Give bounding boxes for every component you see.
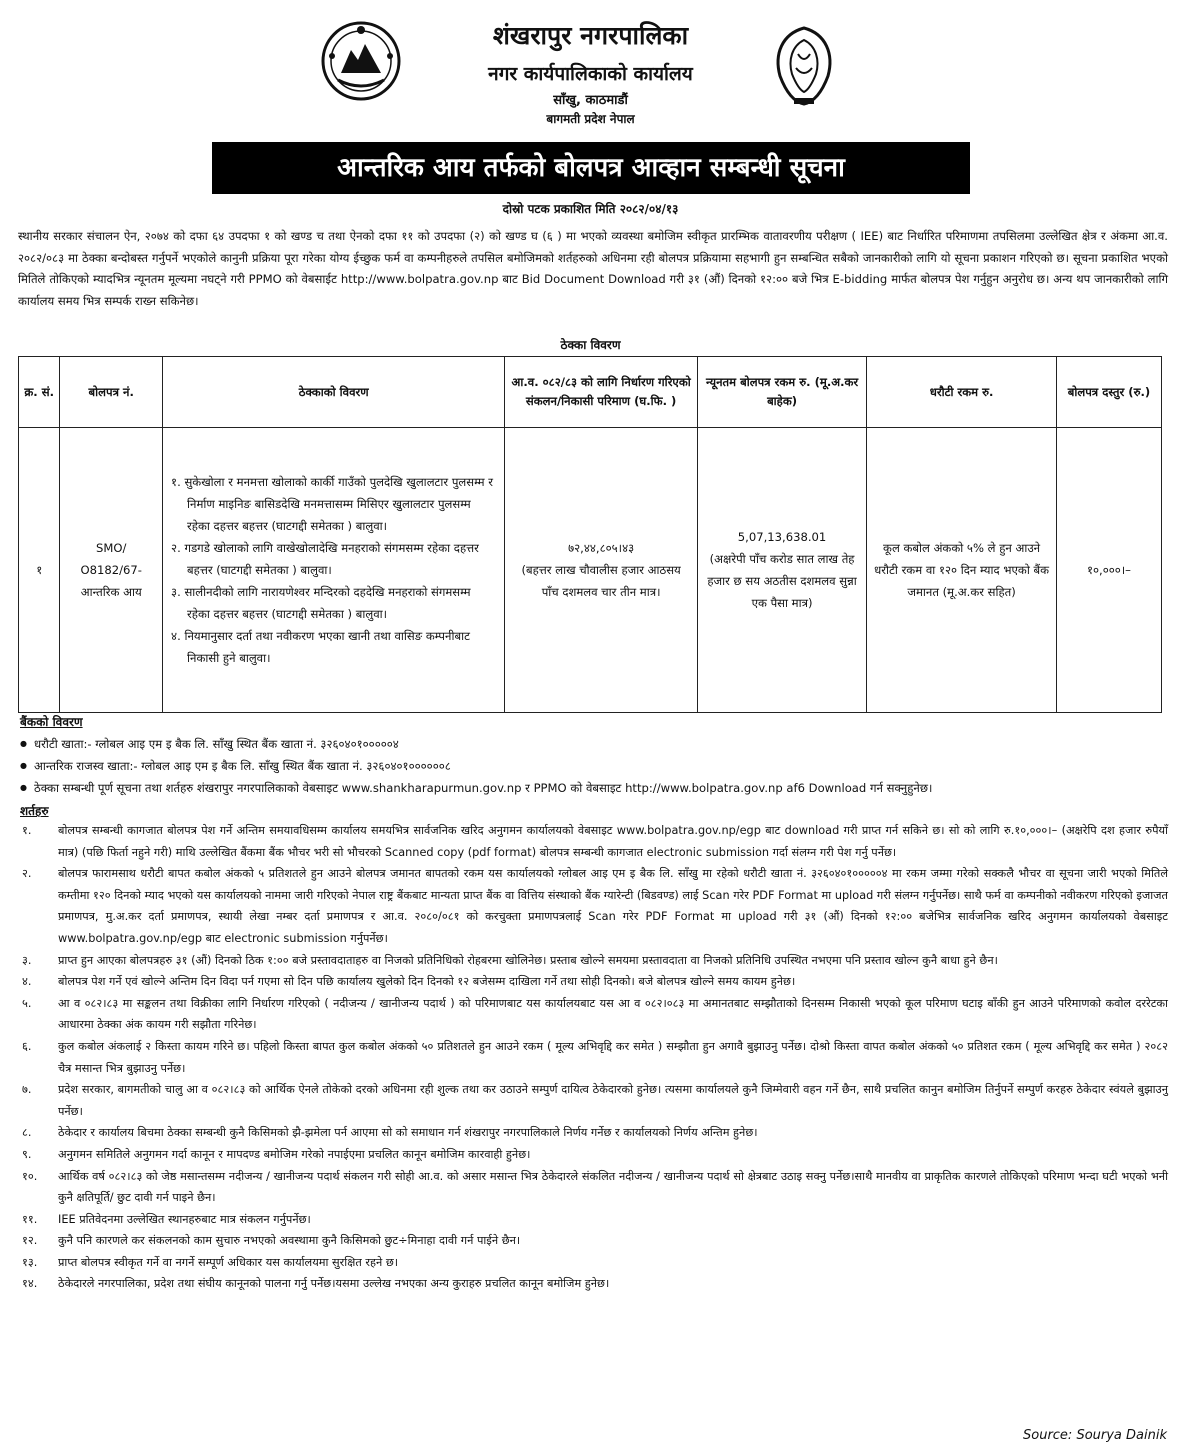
contract-table bbox=[18, 356, 1162, 713]
term-text: IEE प्रतिवेदनमा उल्लेखित स्थानहरुबाट मात्र संकलन गर्नुपर्नेछ। bbox=[58, 1212, 311, 1226]
header-sn: क्र. सं. bbox=[19, 357, 60, 428]
term-item bbox=[18, 1252, 1168, 1274]
term-item bbox=[18, 1273, 1168, 1295]
cell-description bbox=[163, 428, 505, 713]
term-item bbox=[18, 1122, 1168, 1144]
min-amount-words: (अक्षरेपी पाँच करोड सात लाख तेह हजार छ सय अठतीस दशमलव सुन्ना एक पैसा मात्र) bbox=[707, 552, 857, 610]
term-number: ११. bbox=[22, 1212, 38, 1226]
term-text: बोलपत्र सम्बन्धी कागजात बोलपत्र पेश गर्ने अन्तिम समयावधिसम्म कार्यालय समयभित्र सार्वजनिक खरिद अनुगमन कार्यालयको वेबसाइट www.bolpatra.gov.np/egp बाट download गरी प्राप्त गर्न सकिने छ। सो को लागि रु.१०,०००।– (अक्षरेपि दश हजार रुपैयाँ मात्र) (पछि फिर्ता नहुने गरी) माथि उल्लेखित बैंकमा बैंक भौचर भरी सो भौचरको Scanned copy (pdf format) बोलपत्र सम्बन्धी कागजात electronic submission गर्दा संलग्न गरी पेश गर्नु पर्नेछ। bbox=[58, 824, 1168, 859]
term-text: बोलपत्र पेश गर्ने एवं खोल्ने अन्तिम दिन विदा पर्न गएमा सो दिन पछि कार्यालय खुलेको दिन दिनको १२ बजेसम्म दाखिला गर्ने तथा सोही दिनको। बजे बोलपत्र खोल्ने समय कायम हुनेछ। bbox=[58, 975, 796, 989]
bank-list bbox=[20, 733, 1170, 799]
min-amount-figure: 5,07,13,638.01 bbox=[737, 530, 827, 544]
term-text: कुनै पनि कारणले कर संकलनको काम सुचारु नभएको अवस्थामा कुनै किसिमको छुट÷मिनाहा दावी गर्न पाईने छैन। bbox=[58, 1234, 521, 1248]
term-number: २. bbox=[22, 867, 32, 881]
terms-section-title: शर्तहरु bbox=[20, 804, 49, 818]
term-item bbox=[18, 950, 1168, 972]
notice-title: आन्तरिक आय तर्फको बोलपत्र आव्हान सम्बन्धी सूचना bbox=[212, 142, 970, 194]
intro-paragraph: स्थानीय सरकार संचालन ऐन, २०७४ को दफा ६४ उपदफा १ को खण्ड च तथा ऐनको दफा ११ को उपदफा (२) को खण्ड घ (६ ) मा भएको व्यवस्था बमोजिम स्वीकृत प्रारम्भिक वातावरणीय परीक्षण ( IEE) बाट निर्धारित परिमाणमा तपसिलमा उल्लेखित क्षेत्र र अंकमा आ.व. २०८२/०८३ मा ठेक्का बन्दोबस्त गर्नुपर्ने भएकोले कानुनी प्रक्रिया पूरा गरेका योग्य ईच्छुक फर्म वा कम्पनीहरुले तपसिल बमोजिमको शर्तहरुको अधिनमा रही बोलपत्र प्रक्रियामा सहभागी हुन सम्बन्धित सबैको जानकारीको लागि यो सूचना प्रकाशन गरिएको छ। सूचना प्रकाशित भएको मितिले तोकिएको म्यादभित्र न्यूनतम मूल्यमा नघट्ने गरी PPMO को वेबसाईट http://www.bolpatra.gov.np बाट Bid Document Download गरी ३१ (औं) दिनको १२:०० बजे भित्र E-bidding मार्फत बोलपत्र पेश गर्नुहुन अनुरोध छ। अन्य थप जानकारीको लागि कार्यालय समय भित्र सम्पर्क राख्न सकिनेछ। bbox=[18, 229, 1168, 308]
quantity-words: (बहत्तर लाख चौवालीस हजार आठसय पाँच दशमलव चार तीन मात्र। bbox=[521, 563, 681, 599]
term-item bbox=[18, 971, 1168, 993]
header-quantity: आ.व. ०८२/८३ को लागि निर्धारण गरिएको संकलन/निकासी परिमाण (घ.फि. ) bbox=[505, 357, 698, 428]
office-location: साँखु, काठमाडौं bbox=[553, 93, 628, 108]
term-text: कुल कबोल अंकलाई २ किस्ता कायम गरिने छ। पहिलो किस्ता बापत कुल कबोल अंकको ५० प्रतिशतले हुन आउने रकम ( मूल्य अभिवृद्दि कर समेत ) सम्झौता हुन अगावै बुझाउनु पर्नेछ। दोश्रो किस्ता वापत कबोल अंकको ५० प्रतिशत रकम ( मूल्य अभिवृद्दि कर समेत ) २०८२ चैत्र मसान्त भित्र बुझाउनु पर्नेछ। bbox=[58, 1039, 1168, 1075]
term-number: ३. bbox=[22, 953, 32, 967]
term-number: ८. bbox=[22, 1126, 32, 1140]
term-item bbox=[18, 993, 1168, 1036]
term-text: प्राप्त हुन आएका बोलपत्रहरु ३१ (औं) दिनको ठिक १:०० बजे प्रस्तावदाताहरु वा निजको प्रतिनिधिको रोहबरमा खोलिनेछ। प्रस्ताब खोल्ने समयमा प्रस्तावदाता वा निजको प्रतिनिधि उपस्थित नभएमा पनि प्रस्ताव खोल्न कुनै बाधा हुने छैन। bbox=[58, 953, 998, 967]
header-description: ठेक्काको विवरण bbox=[163, 357, 505, 428]
cell-fee: १०,०००।– bbox=[1056, 428, 1161, 713]
description-item-4: ४. नियमानुसार दर्ता तथा नवीकरण भएका खानी तथा वासिङ कम्पनीबाट निकासी हुने बालुवा। bbox=[171, 629, 470, 665]
term-item bbox=[18, 820, 1168, 863]
header-deposit: धरौटी रकम रु. bbox=[867, 357, 1057, 428]
term-number: ५. bbox=[22, 996, 32, 1010]
term-item bbox=[18, 1079, 1168, 1122]
table-row bbox=[19, 428, 1162, 713]
term-number: १४. bbox=[22, 1277, 38, 1291]
term-text: ठेकेदार र कार्यालय बिचमा ठेक्का सम्बन्धी कुनै किसिमको झै-झमेला पर्न आएमा सो को समाधान गर्न शंखरापुर नगरपालिकाले निर्णय गर्नेछ र कार्यालयको निर्णय अन्तिम हुनेछ। bbox=[58, 1126, 758, 1140]
description-item-1: १. सुकेखोला र मनमत्ता खोलाको कार्की गाउँको पुलदेखि खुलालटार पुलसम्म र निर्माण माइनिङ बासिडदेखि मनमत्तासम्म मिसिएर खुलालटार पुलसम्म रहेका दहत्तर बहत्तर (घाटगद्दी समेतका ) बालुवा। bbox=[171, 475, 493, 533]
bank-section-title: बैंकको विवरण bbox=[20, 715, 83, 729]
header-min-amount: न्यूनतम बोलपत्र रकम रु. (मू.अ.कर बाहेक) bbox=[697, 357, 866, 428]
cell-bid-no: SMO/ O8182/67- आन्तरिक आय bbox=[60, 428, 163, 713]
term-number: ६. bbox=[22, 1039, 32, 1053]
bank-item-deposit-account: ● धरौटी खाता:- ग्लोबल आइ एम इ बैक लि. साँखु स्थित बैंक खाता नं. ३२६०४०१०००००४ bbox=[20, 733, 1170, 755]
office-name: नगर कार्यपालिकाको कार्यालय bbox=[488, 63, 693, 85]
term-text: आ व ०८२।८३ मा सङ्कलन तथा विक्रीका लागि निर्धारण गरिएको ( नदीजन्य / खानीजन्य पदार्थ ) को परिमाणबाट यस कार्यालयबाट यस आ व ०८२।०८३ मा अमानतबाट सम्झौताको दिनसम्म निकासी भएको कूल परिमाण घटाइ बाँकी हुन आउने परिमाणको कवोल दररेटका आधारमा ठेक्का अंक कायम गरी सझौता गरिनेछ। bbox=[58, 996, 1168, 1032]
table-caption: ठेक्का विवरण bbox=[560, 338, 621, 352]
term-number: १०. bbox=[22, 1169, 38, 1183]
province-name: बागमती प्रदेश नेपाल bbox=[546, 112, 635, 126]
cell-min-amount bbox=[697, 428, 866, 713]
term-number: १३. bbox=[22, 1255, 38, 1269]
description-item-3: ३. सालीनदीको लागि नारायणेश्वर मन्दिरको दहदेखि मनहराको संगमसम्म रहेका दहत्तर बहत्तर (घाटगद्दी समेतका ) बालुवा। bbox=[171, 585, 471, 621]
term-item bbox=[18, 1144, 1168, 1166]
conch-shell-logo-icon bbox=[770, 24, 838, 108]
notice-header bbox=[0, 0, 1181, 140]
description-item-2: २. गडगडे खोलाको लागि वाखेखोलादेखि मनहराको संगमसम्म रहेका दहत्तर बहत्तर (घाटगद्दी समेतका ) बालुवा। bbox=[171, 541, 479, 577]
term-item bbox=[18, 1230, 1168, 1252]
bank-item-revenue-account: ● आन्तरिक राजस्व खाता:- ग्लोबल आइ एम इ बैक लि. साँखु स्थित बैंक खाता नं. ३२६०४०१००००००८ bbox=[20, 755, 1170, 777]
term-text: प्रदेश सरकार, बागमतीको चालु आ व ०८२।८३ को आर्थिक ऐनले तोकेको दरको अधिनमा रही शुल्क तथा कर उठाउने सम्पुर्ण दायित्व ठेकेदारको हुनेछ। त्यसमा कार्यालयले कुनै जिम्मेवारी वहन गर्ने छैन, साथै प्रचलित कानुन बमोजिम तिर्नुपर्ने सम्पुर्ण करहरु ठेकेदार स्वंयले बुझाउनु पर्नेछ। bbox=[58, 1083, 1168, 1118]
publication-date: दोस्रो पटक प्रकाशित मिति २०८२/०४/१३ bbox=[502, 202, 679, 216]
quantity-figure: ७२,४४,८०५।४३ bbox=[568, 541, 635, 555]
term-text: आर्थिक वर्ष ०८२।८३ को जेष्ठ मसान्तसम्म नदीजन्य / खानीजन्य पदार्थ संकलन गरी सोही आ.व. को असार मसान्त भित्र ठेकेदारले संकलित नदीजन्य / खानीजन्य पदार्थ सो क्षेत्रबाट उठाइ सक्नु पर्नेछ।साथै मानवीय वा प्राकृतिक कारणले तोकिएको परिमाण भन्दा घटी भएको भनी कुनै क्षतिपूर्ति/ छुट दावी गर्न पाइने छैन। bbox=[58, 1169, 1168, 1205]
cell-deposit: कूल कबोल अंकको ५% ले हुन आउने धरौटी रकम वा १२० दिन म्याद भएको बैंक जमानत (मू.अ.कर सहित) bbox=[867, 428, 1057, 713]
cell-quantity bbox=[505, 428, 698, 713]
term-text: ठेकेदारले नगरपालिका, प्रदेश तथा संघीय कानूनको पालना गर्नु पर्नेछ।यसमा उल्लेख नभएका अन्य कुराहरु प्रचलित कानून बमोजिम हुनेछ। bbox=[58, 1277, 610, 1291]
term-item bbox=[18, 1209, 1168, 1231]
table-header-row bbox=[19, 357, 1162, 428]
terms-list bbox=[18, 820, 1168, 1295]
term-number: १. bbox=[22, 824, 32, 837]
source-credit: Source: Sourya Dainik bbox=[1023, 1428, 1167, 1443]
term-text: बोलपत्र फारामसाथ धरौटी बापत कबोल अंकको ५ प्रतिशतले हुन आउने बोलपत्र जमानत बापतको रकम यस कार्यालयको ग्लोबल आइ एम इ बैक लि. साँखु मा रहेको धरौटी खाता नं. ३२६०४०१०००००४ मा रकम जम्मा गरेको सक्कलै भौचर वा सूचना जारी भएको मितिले कम्तीमा १२० दिनको म्याद भएको यस कार्यालयको नाममा जारी गरिएको नेपाल राष्ट्र बैंकबाट मान्यता प्राप्त बैंक वा वित्तिय संस्थाको बैंक ग्यारेन्टी (बिडवण्ड) लाई Scan गरेर PDF Format मा upload गरी संलग्न गर्नुपर्नेछ। साथै फर्म वा कम्पनीको नवीकरण गरिएको इजाजत प्रमाणपत्र, मु.अ.कर दर्ता प्रमाणपत्र, स्थायी लेखा नम्बर दर्ता प्रमाणपत्र र आ.व. २०८०/०८१ को करचुक्ता प्रमाणपत्रलाई Scan गरेर PDF Format मा upload गरी ३१ (औं) दिनको १२:०० बजेभित्र सार्वजनिक खरिद अनुगमन कार्यालयको वेबसाइट www.bolpatra.gov.np/egp बाट electronic submission गर्नुपर्नेछ। bbox=[58, 867, 1168, 945]
bank-item-website-info: ● ठेक्का सम्बन्धी पूर्ण सूचना तथा शर्तहरु शंखरापुर नगरपालिकाको वेबसाइट www.shankharapurmun.gov.np र PPMO को वेबसाइट http://www.bolpatra.gov.np af6 Download गर्न सक्नुहुनेछ। bbox=[20, 777, 1170, 799]
municipality-name: शंखरापुर नगरपालिका bbox=[492, 21, 689, 50]
term-number: ९. bbox=[22, 1147, 32, 1161]
term-number: १२. bbox=[22, 1234, 38, 1248]
cell-sn: १ bbox=[19, 428, 60, 713]
term-item bbox=[18, 863, 1168, 949]
term-item bbox=[18, 1036, 1168, 1079]
header-bid-no: बोलपत्र नं. bbox=[60, 357, 163, 428]
term-text: प्राप्त बोलपत्र स्वीकृत गर्ने वा नगर्ने सम्पूर्ण अधिकार यस कार्यालयमा सुरक्षित रहने छ। bbox=[58, 1255, 399, 1269]
term-item bbox=[18, 1166, 1168, 1209]
term-number: ४. bbox=[22, 975, 32, 989]
header-fee: बोलपत्र दस्तुर (रु.) bbox=[1056, 357, 1161, 428]
term-number: ७. bbox=[22, 1083, 32, 1097]
term-text: अनुगमन समितिले अनुगमन गर्दा कानून र मापदण्ड बमोजिम गरेको नपाईएमा प्रचलित कानून बमोजिम कारवाही हुनेछ। bbox=[58, 1147, 531, 1161]
